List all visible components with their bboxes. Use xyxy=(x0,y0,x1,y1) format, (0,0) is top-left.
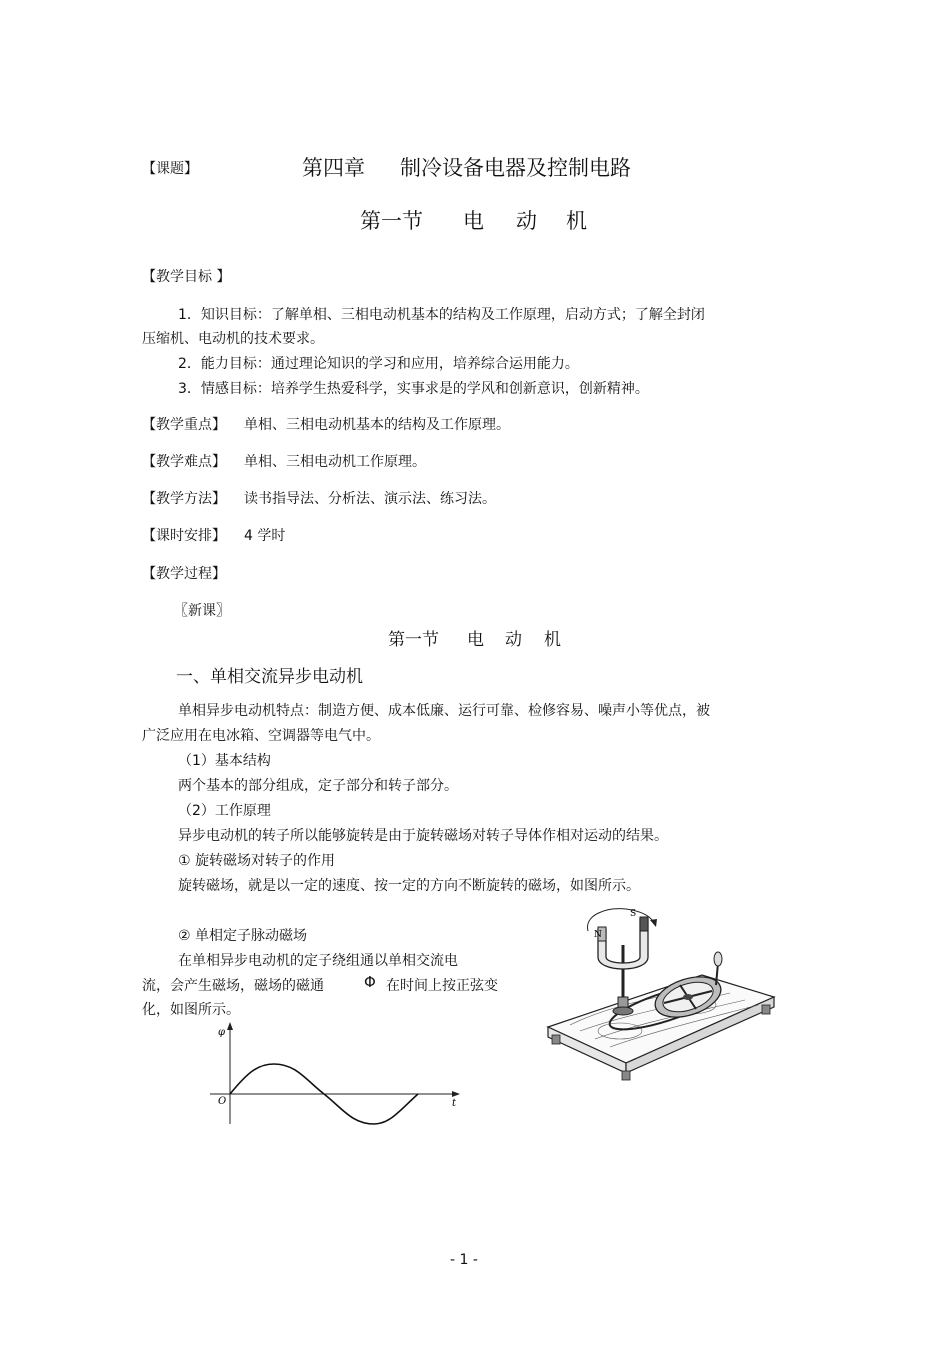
section-heading-char-1: 电 xyxy=(467,630,484,650)
item-1-text: 两个基本的部分组成，定子部分和转子部分。 xyxy=(178,778,458,794)
circle-2-line-2a: 流，会产生磁场，磁场的磁通 xyxy=(142,978,324,994)
objective-1-line-1: 1．知识目标：了解单相、三相电动机基本的结构及工作原理，启动方式；了解全封闭 xyxy=(178,307,705,323)
section-char-3: 机 xyxy=(566,209,587,233)
circle-2-line-3: 化，如图所示。 xyxy=(142,1002,240,1018)
paragraph-1-line-2: 广泛应用在电冰箱、空调器等电气中。 xyxy=(142,728,380,744)
rotating-magnet-figure xyxy=(540,905,780,1095)
paragraph-1-line-1: 单相异步电动机特点：制造方便、成本低廉、运行可靠、检修容易、噪声小等优点，被 xyxy=(178,703,710,719)
difficulties-label: 【教学难点】 xyxy=(142,454,226,470)
topic-tag: 【课题】 xyxy=(142,161,198,177)
circle-2-heading: ② 单相定子脉动磁场 xyxy=(178,928,308,944)
circle-1-text: 旋转磁场，就是以一定的速度、按一定的方向不断旋转的磁场，如图所示。 xyxy=(178,878,640,894)
key-points-label: 【教学重点】 xyxy=(142,417,226,433)
origin-label: O xyxy=(218,1096,227,1107)
process-label: 【教学过程】 xyxy=(142,566,226,582)
objectives-label: 【教学目标 】 xyxy=(142,269,231,285)
phi-symbol: Φ xyxy=(364,973,376,991)
objective-2: 2．能力目标：通过理论知识的学习和应用，培养综合运用能力。 xyxy=(178,356,579,372)
circle-1-heading: ① 旋转磁场对转子的作用 xyxy=(178,853,336,869)
x-axis-arrow xyxy=(452,1091,460,1097)
chapter-number: 第四章 xyxy=(302,156,365,180)
subsection-title: 一、单相交流异步电动机 xyxy=(176,667,363,687)
difficulties-value: 单相、三相电动机工作原理。 xyxy=(244,454,426,470)
objective-1-line-2: 压缩机、电动机的技术要求。 xyxy=(142,331,324,347)
page-number: - 1 - xyxy=(450,1252,478,1268)
y-axis-arrow xyxy=(227,1022,233,1030)
item-2-heading: （2）工作原理 xyxy=(178,803,271,819)
section-number: 第一节 xyxy=(360,209,423,233)
schedule-value: 4 学时 xyxy=(244,528,286,544)
item-2-text: 异步电动机的转子所以能够旋转是由于旋转磁场对转子导体作相对运动的结果。 xyxy=(178,828,668,844)
key-points-value: 单相、三相电动机基本的结构及工作原理。 xyxy=(244,417,510,433)
y-axis-label: φ xyxy=(218,1027,226,1038)
circle-2-line-1: 在单相异步电动机的定子绕组通以单相交流电 xyxy=(178,953,458,969)
new-lesson-tag: 〖新课〗 xyxy=(174,603,230,619)
south-pole-label: S xyxy=(630,909,637,919)
section-heading-number: 第一节 xyxy=(388,630,439,650)
section-heading-char-3: 机 xyxy=(544,630,561,650)
north-pole-label: N xyxy=(594,930,602,940)
item-1-heading: （1）基本结构 xyxy=(178,753,271,769)
circle-2-line-2b: 在时间上按正弦变 xyxy=(386,978,498,994)
methods-value: 读书指导法、分析法、演示法、练习法。 xyxy=(244,491,496,507)
objective-3: 3．情感目标：培养学生热爱科学，实事求是的学风和创新意识，创新精神。 xyxy=(178,381,649,397)
sine-wave-graph xyxy=(196,1020,466,1130)
schedule-label: 【课时安排】 xyxy=(142,528,226,544)
section-heading-char-2: 动 xyxy=(505,630,522,650)
chapter-title: 制冷设备电器及控制电路 xyxy=(400,156,631,180)
methods-label: 【教学方法】 xyxy=(142,491,226,507)
section-char-1: 电 xyxy=(463,209,484,233)
x-axis-label: t xyxy=(452,1098,457,1109)
section-char-2: 动 xyxy=(516,209,537,233)
